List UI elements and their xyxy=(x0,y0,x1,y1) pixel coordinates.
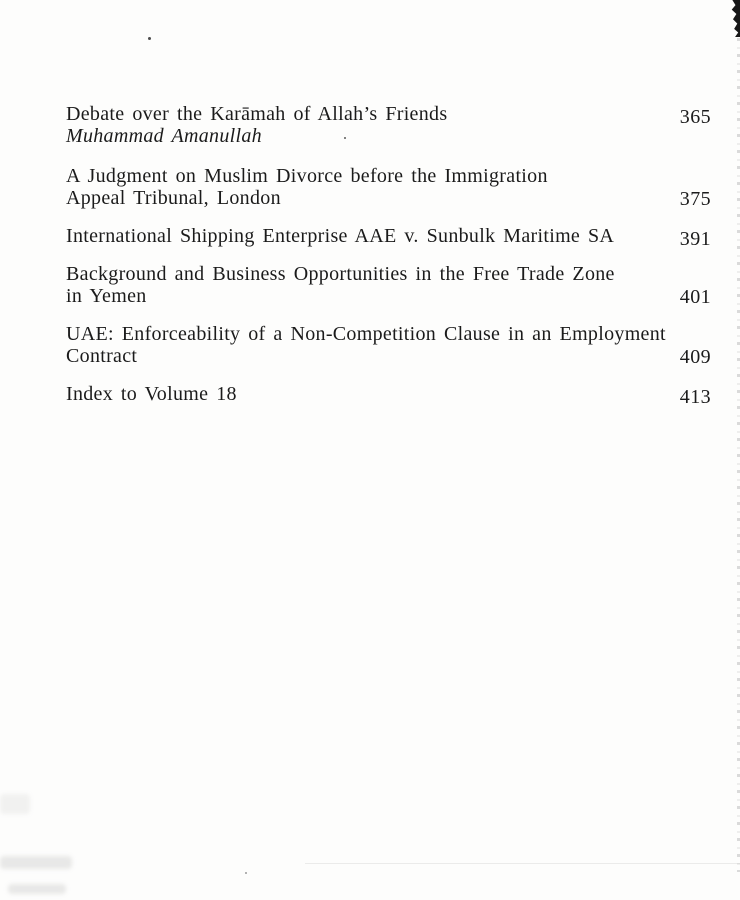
toc-entry xyxy=(66,383,711,408)
scan-artifact-speck xyxy=(344,137,346,139)
toc-entry xyxy=(66,225,711,250)
toc-entry-title-continued: Contract xyxy=(66,345,138,367)
scan-artifact-smudge xyxy=(8,884,66,894)
scan-artifact-faint-line xyxy=(305,863,740,864)
toc-entry xyxy=(66,323,711,367)
toc-entry-title: UAE: Enforceability of a Non-Competition Clause in an Employment xyxy=(66,323,666,345)
toc-page-number: 365 xyxy=(679,106,711,128)
toc-entry-title: Debate over the Karāmah of Allah’s Friends xyxy=(66,103,448,125)
scan-artifact-smudge xyxy=(0,856,72,869)
toc-entry xyxy=(66,165,711,209)
toc-entry-title: Background and Business Opportunities in the Free Trade Zone xyxy=(66,263,615,285)
scan-artifact-corner-mark xyxy=(731,0,740,37)
toc-entry xyxy=(66,103,711,147)
scan-artifact-smudge xyxy=(0,794,30,814)
toc-entry-title-continued: in Yemen xyxy=(66,285,147,307)
scan-artifact-speck xyxy=(148,37,151,40)
toc-page-number: 409 xyxy=(679,346,711,368)
toc-page-number: 375 xyxy=(679,188,711,210)
toc-page-number: 413 xyxy=(679,386,711,408)
toc-entry-title: International Shipping Enterprise AAE v. Sunbulk Maritime SA xyxy=(66,225,615,247)
scan-artifact-speck xyxy=(245,872,247,874)
toc-entry-title: Index to Volume 18 xyxy=(66,383,237,405)
toc-entry-title-continued: Appeal Tribunal, London xyxy=(66,187,281,209)
toc-entry-author: Muhammad Amanullah xyxy=(66,125,262,147)
toc-entry xyxy=(66,263,711,307)
toc-page-number: 401 xyxy=(679,286,711,308)
toc-entry-title: A Judgment on Muslim Divorce before the Immigration xyxy=(66,165,548,187)
table-of-contents xyxy=(66,103,711,421)
toc-page-number: 391 xyxy=(679,228,711,250)
